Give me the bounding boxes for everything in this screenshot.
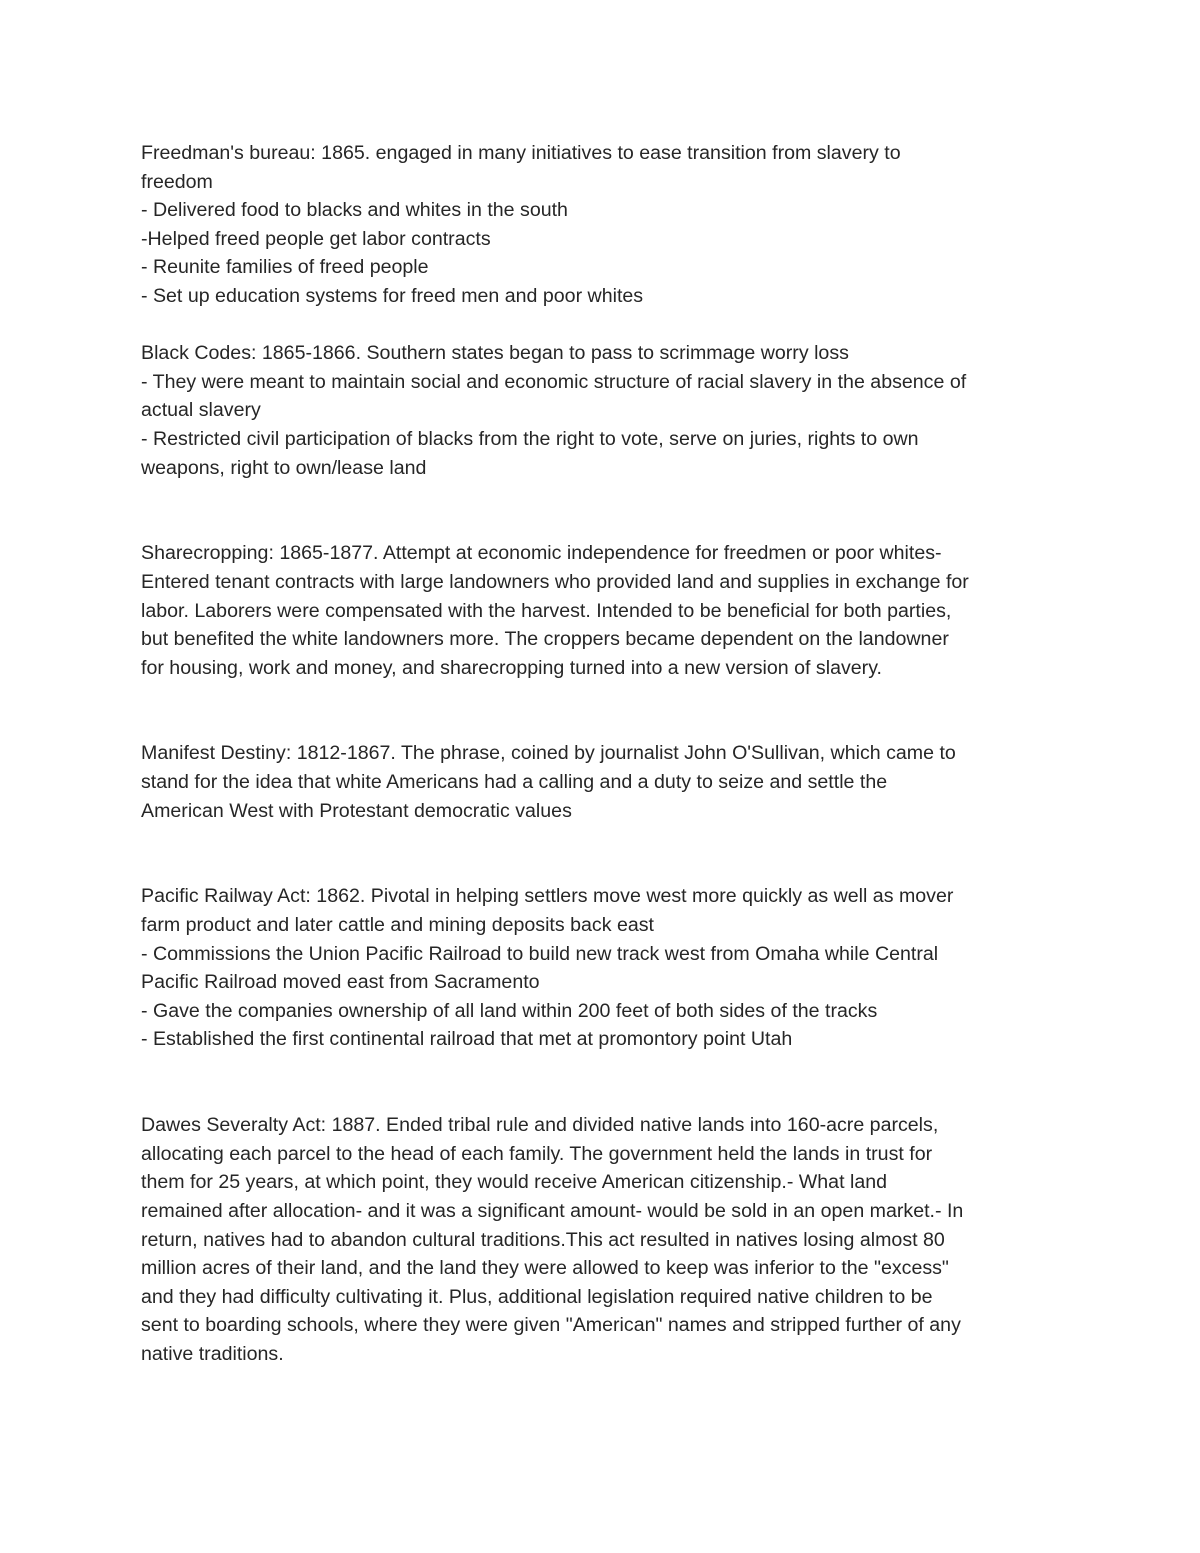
- text-line: - Gave the companies ownership of all land within 200 feet of both sides of the tracks: [141, 999, 878, 1022]
- text-line: Pacific Railway Act: 1862. Pivotal in helping settlers move west more quickly as well as mover: [141, 885, 954, 908]
- section-manifest-destiny: [141, 739, 1071, 825]
- text-line: return, natives had to abandon cultural traditions.This act resulted in natives losing almost 80: [141, 1228, 945, 1251]
- text-line: - Restricted civil participation of blacks from the right to vote, serve on juries, rights to own: [141, 427, 919, 450]
- text-line: American West with Protestant democratic values: [141, 799, 572, 822]
- text-line: labor. Laborers were compensated with the harvest. Intended to be beneficial for both parties,: [141, 599, 952, 622]
- section-dawes-severalty-act: [141, 1111, 1071, 1368]
- paragraph-gap: [141, 311, 1071, 340]
- text-line: but benefited the white landowners more. The croppers became dependent on the landowner: [141, 628, 949, 651]
- text-line: Freedman's bureau: 1865. engaged in many initiatives to ease transition from slavery to: [141, 142, 901, 164]
- text-line: - They were meant to maintain social and economic structure of racial slavery in the absence of: [141, 370, 967, 393]
- text-line: Entered tenant contracts with large landowners who provided land and supplies in exchange for: [141, 570, 969, 593]
- text-line: Pacific Railroad moved east from Sacramento: [141, 971, 540, 994]
- text-line: - Established the first continental railroad that met at promontory point Utah: [141, 1028, 793, 1051]
- text-line: weapons, right to own/lease land: [141, 456, 427, 479]
- section-sharecropping: [141, 539, 1071, 682]
- paragraph-gap: [141, 825, 1071, 882]
- paragraph-gap: [141, 1054, 1071, 1111]
- text-line: - Delivered food to blacks and whites in the south: [141, 199, 568, 222]
- text-line: stand for the idea that white Americans had a calling and a duty to seize and settle the: [141, 771, 888, 794]
- paragraph-gap: [141, 482, 1071, 539]
- text-line: freedom: [141, 170, 213, 193]
- text-line: million acres of their land, and the land they were allowed to keep was inferior to the "excess": [141, 1257, 949, 1280]
- document-page: [141, 139, 1071, 1369]
- text-line: - Set up education systems for freed men and poor whites: [141, 284, 644, 307]
- text-line: them for 25 years, at which point, they would receive American citizenship.- What land: [141, 1171, 888, 1194]
- paragraph-gap: [141, 682, 1071, 739]
- text-line: - Reunite families of freed people: [141, 256, 429, 279]
- text-line: Black Codes: 1865-1866. Southern states began to pass to scrimmage worry loss: [141, 342, 849, 365]
- section-pacific-railway-act: [141, 882, 1071, 1054]
- text-line: farm product and later cattle and mining deposits back east: [141, 914, 654, 937]
- text-line: sent to boarding schools, where they were given "American" names and stripped further of any: [141, 1314, 961, 1337]
- text-line: -Helped freed people get labor contracts: [141, 227, 491, 250]
- text-line: - Commissions the Union Pacific Railroad to build new track west from Omaha while Central: [141, 942, 939, 965]
- text-line: for housing, work and money, and sharecropping turned into a new version of slavery.: [141, 656, 882, 679]
- text-line: Dawes Severalty Act: 1887. Ended tribal rule and divided native lands into 160-acre parcels,: [141, 1114, 939, 1137]
- text-line: actual slavery: [141, 399, 261, 422]
- section-freedmans-bureau: [141, 139, 1071, 311]
- text-line: Manifest Destiny: 1812-1867. The phrase, coined by journalist John O'Sullivan, which came to: [141, 742, 956, 765]
- text-line: and they had difficulty cultivating it. Plus, additional legislation required native children to be: [141, 1285, 933, 1308]
- text-line: allocating each parcel to the head of each family. The government held the lands in trust for: [141, 1142, 933, 1165]
- section-black-codes: [141, 339, 1071, 482]
- text-line: native traditions.: [141, 1342, 284, 1365]
- text-line: remained after allocation- and it was a significant amount- would be sold in an open market.- In: [141, 1199, 964, 1222]
- text-line: Sharecropping: 1865-1877. Attempt at economic independence for freedmen or poor whites-: [141, 542, 942, 565]
